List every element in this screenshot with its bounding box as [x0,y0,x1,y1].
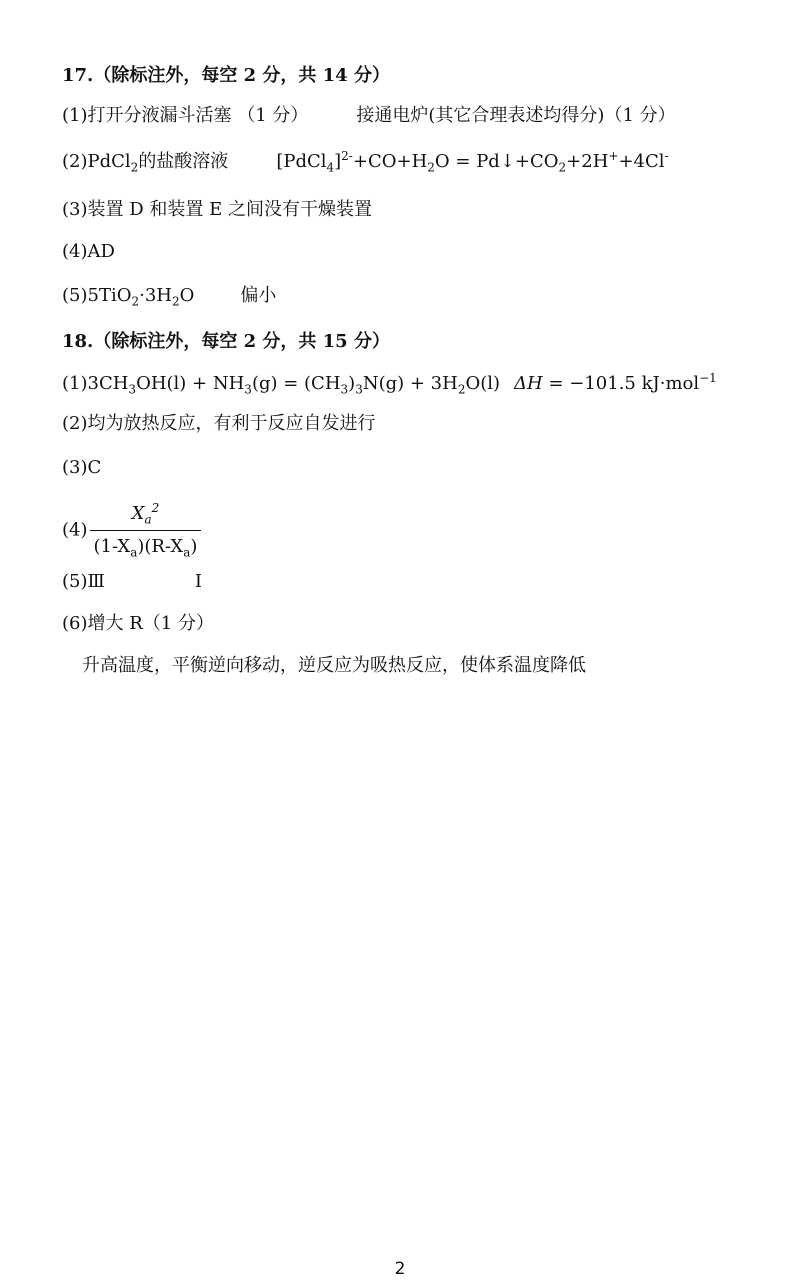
q17-a2-solution: PdCl$_2$的盐酸溶液 [87,151,229,175]
q18-a4-numerator: $X_a^2$ [90,500,202,531]
q18-answer-4 [62,500,201,561]
q17-answer-1 [62,104,676,128]
q17-answer-5 [62,284,276,308]
q18-answer-5 [62,570,202,594]
q18-answer-6-explanation: 升高温度，平衡逆向移动，逆反应为吸热反应，使体系温度降低 [82,655,586,676]
q17-a5-formula: $5TiO_2\cdot 3H_2O$ [87,285,195,309]
q17-a2-equation: $[PdCl_4]^{2-}+CO+H_2O$ = $Pd↓+CO_2+2H^++4Cl^-$ [276,149,669,175]
q18-a5-part1: Ⅲ [87,571,105,592]
q18-a1-label: (1) [62,373,88,394]
q18-a4-label: (4) [62,519,88,541]
q17-a1-part1: 打开分液漏斗活塞 （1 分） [87,105,309,126]
q18-a1-enthalpy: ΔH = −101.5 kJ·mol$^{-1}$ [514,371,717,394]
q17-a5-label: (5) [62,285,88,306]
q17-answer-3: (3)装置 D 和装置 E 之间没有干燥装置 [62,199,372,220]
q17-a5-part2: 偏小 [240,285,277,306]
q17-a1-label: (1) [62,105,88,126]
q17-a1-part2: 接通电炉(其它合理表述均得分)（1 分） [356,105,676,126]
q17-a2-label: (2) [62,151,88,172]
q18-answer-2: (2)均为放热反应，有利于反应自发进行 [62,413,376,434]
q18-a5-part2: Ⅰ [194,571,202,592]
q17-answer-4: (4)AD [62,241,115,262]
q18-a1-equation: $3CH_3OH(l) + NH_3(g) = (CH_3)_3N(g) + 3H_2O(l)$ [87,373,501,397]
q18-answer-1 [62,372,717,396]
q18-a4-denominator: $(1-X_a)(R-X_a)$ [93,536,198,560]
q18-a5-label: (5) [62,571,88,592]
page-number: 2 [394,1259,406,1279]
q18-header: 18.（除标注外，每空 2 分，共 15 分） [62,331,390,352]
q17-header: 17.（除标注外，每空 2 分，共 14 分） [62,65,390,86]
q18-a4-fraction [90,500,202,561]
q17-answer-2 [62,150,669,174]
q18-answer-3: (3)C [62,457,102,478]
q18-answer-6: (6)增大 R（1 分） [62,613,214,634]
